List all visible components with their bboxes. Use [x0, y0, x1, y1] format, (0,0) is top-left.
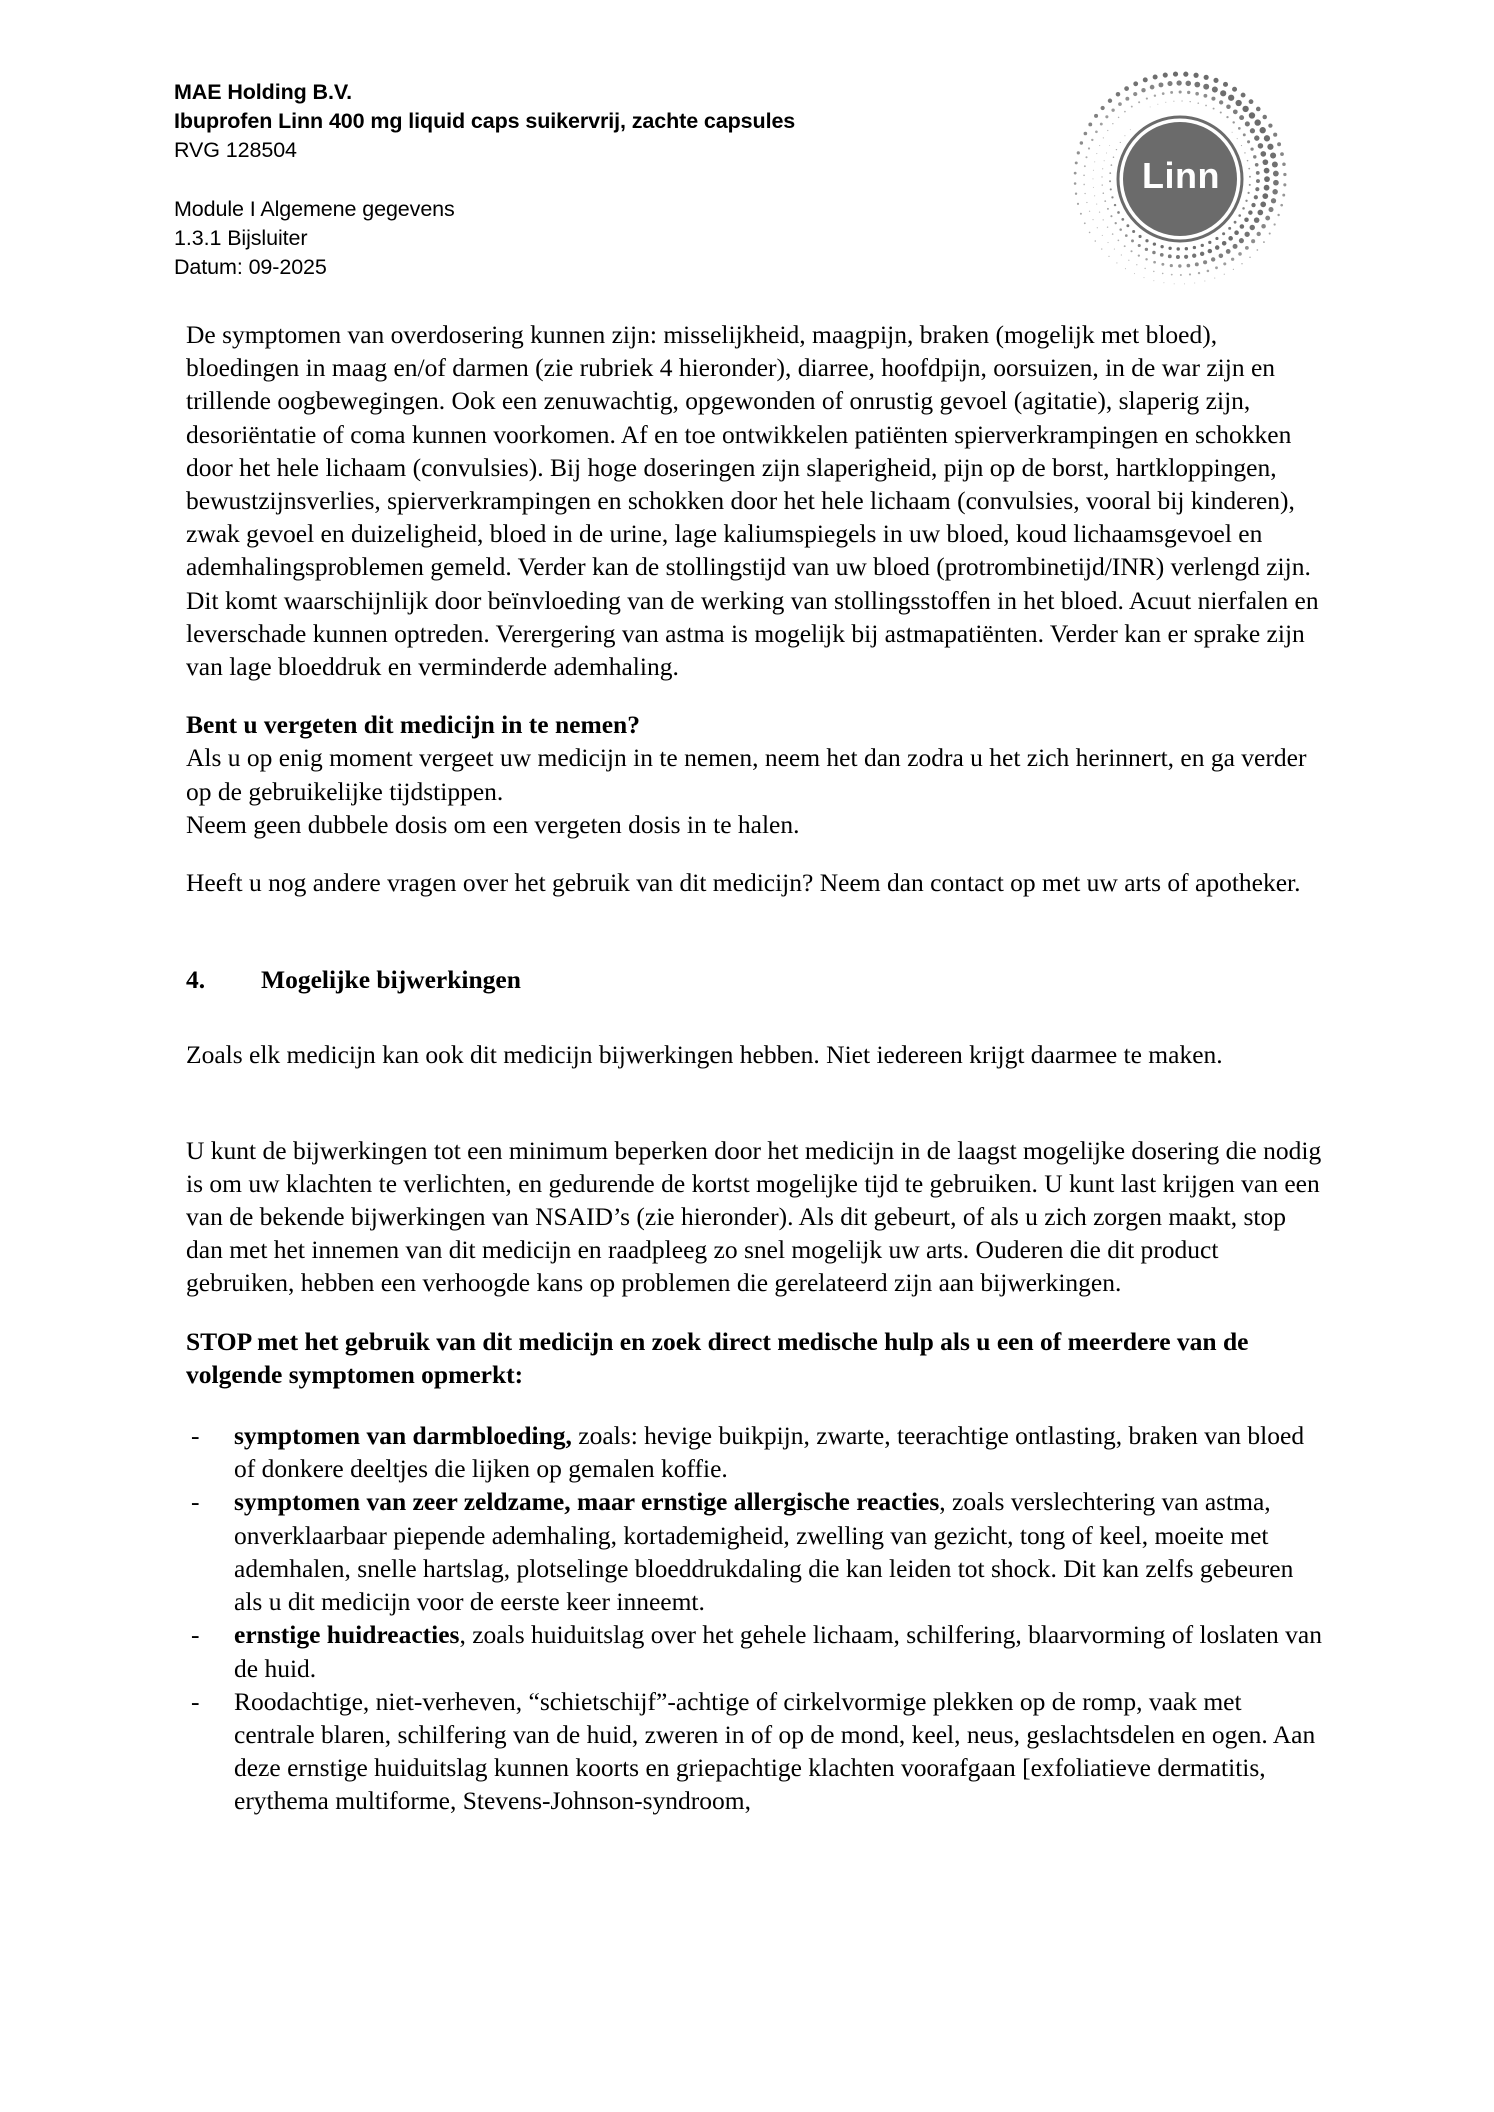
- list-item: [186, 1618, 1326, 1684]
- list-item: [186, 1485, 1326, 1618]
- linn-logo: [1055, 62, 1305, 292]
- dash-marker: -: [191, 1686, 200, 1716]
- paragraph-side-effects-intro: Zoals elk medicijn kan ook dit medicijn bijwerkingen hebben. Niet iedereen krijgt daarmee te maken.: [186, 1040, 1223, 1070]
- list-item: [186, 1419, 1326, 1485]
- list-item-rest: , zoals verslechtering van astma, onverklaarbaar piepende ademhaling, kortademigheid, zwelling van gezicht, tong of keel, moeite met ademhalen, snelle hartslag, plotselinge bloeddrukdaling die kan leiden tot shock. Dit kan zelfs gebeuren als u dit medicijn voor de eerste keer inneemt.: [234, 1487, 1294, 1617]
- heading-stop-warning: STOP met het gebruik van dit medicijn en zoek direct medische hulp als u een of meerdere van de volgende symptomen opmerkt:: [186, 1326, 1249, 1389]
- header-section-number: 1.3.1 Bijsluiter: [174, 226, 308, 250]
- dash-marker: -: [191, 1421, 200, 1451]
- paragraph-forgotten-dose: Als u op enig moment vergeet uw medicijn in te nemen, neem het dan zodra u het zich herinnert, en ga verder op de gebruikelijke tijdstippen.: [186, 743, 1307, 806]
- paragraph-other-questions: Heeft u nog andere vragen over het gebruik van dit medicijn? Neem dan contact op met uw arts of apotheker.: [186, 868, 1301, 898]
- header-company: MAE Holding B.V.: [174, 80, 352, 104]
- list-item-lead: ernstige huidreacties: [234, 1620, 460, 1650]
- document-header: [174, 78, 1074, 282]
- list-item-lead: symptomen van zeer zeldzame, maar ernstige allergische reacties: [234, 1487, 940, 1517]
- dash-marker: -: [191, 1487, 200, 1517]
- heading-forgotten-dose: Bent u vergeten dit medicijn in te nemen?: [186, 710, 640, 740]
- paragraph-overdose-symptoms: De symptomen van overdosering kunnen zijn: misselijkheid, maagpijn, braken (mogelijk met bloed), bloedingen in maag en/of darmen (zie rubriek 4 hieronder), diarree, hoofdpijn, oorsuizen, in de war zijn en trillende oogbewegingen. Ook een zenuwachtig, opgewonden of onrustig gevoel (agitatie), slaperig zijn, desoriëntatie of coma kunnen voorkomen. Af en toe ontwikkelen patiënten spierverkrampingen en schokken door het hele lichaam (convulsies). Bij hoge doseringen zijn slaperigheid, pijn op de borst, hartkloppingen, bewustzijnsverlies, spierverkrampingen en schokken door het hele lichaam (convulsies, vooral bij kinderen), zwak gevoel en duizeligheid, bloed in de urine, lage kaliumspiegels in uw bloed, koud lichaamsgevoel en ademhalingsproblemen gemeld. Verder kan de stollingstijd van uw bloed (protrombinetijd/INR) verlengd zijn. Dit komt waarschijnlijk door beïnvloeding van de werking van stollingsstoffen in het bloed. Acuut nierfalen en leverschade kunnen optreden. Verergering van astma is mogelijk bij astmapatiënten. Verder kan er sprake zijn van lage bloeddruk en verminderde ademhaling.: [186, 320, 1319, 682]
- list-item-rest: , zoals huiduitslag over het gehele lichaam, schilfering, blaarvorming of loslaten van de huid.: [234, 1620, 1322, 1683]
- header-product-name: Ibuprofen Linn 400 mg liquid caps suikervrij, zachte capsules: [174, 109, 796, 133]
- paragraph-no-double-dose: Neem geen dubbele dosis om een vergeten dosis in te halen.: [186, 809, 800, 839]
- section-heading-4: [186, 963, 1326, 996]
- header-spacer: [174, 165, 1074, 195]
- paragraph-minimise-side-effects: U kunt de bijwerkingen tot een minimum beperken door het medicijn in de laagst mogelijke dosering die nodig is om uw klachten te verlichten, en gedurende de kortst mogelijke tijd te gebruiken. U kunt last krijgen van een van de bekende bijwerkingen van NSAID’s (zie hieronder). Als dit gebeurt, of als u zich zorgen maakt, stop dan met het innemen van dit medicijn en raadpleeg zo snel mogelijk uw arts. Ouderen die dit product gebruiken, hebben een verhoogde kans op problemen die gerelateerd zijn aan bijwerkingen.: [186, 1135, 1322, 1298]
- list-item-rest: zoals: hevige buikpijn, zwarte, teerachtige ontlasting, braken van bloed of donkere deeltjes die lijken op gemalen koffie.: [234, 1421, 1305, 1484]
- section-number: 4.: [186, 965, 206, 995]
- list-item: [186, 1685, 1326, 1818]
- logo-dotted-rings-icon: [1055, 62, 1305, 292]
- section-title: Mogelijke bijwerkingen: [261, 965, 521, 995]
- header-registration-number: RVG 128504: [174, 138, 297, 162]
- header-date: Datum: 09-2025: [174, 255, 327, 279]
- document-body: [186, 318, 1326, 1818]
- symptom-dash-list: [186, 1419, 1326, 1817]
- list-item-rest: Roodachtige, niet-verheven, “schietschijf”-achtige of cirkelvormige plekken op de romp, vaak met centrale blaren, schilfering van de huid, zweren in of op de mond, keel, neus, geslachtsdelen en ogen. Aan deze ernstige huiduitslag kunnen koorts en griepachtige klachten voorafgaan [exfoliatieve dermatitis, erythema multiforme, Stevens-Johnson-syndroom,: [234, 1686, 1316, 1816]
- header-module: Module I Algemene gegevens: [174, 197, 455, 221]
- list-item-lead: symptomen van darmbloeding,: [234, 1421, 572, 1451]
- dash-marker: -: [191, 1620, 200, 1650]
- logo-brand-text: Linn: [1142, 155, 1220, 196]
